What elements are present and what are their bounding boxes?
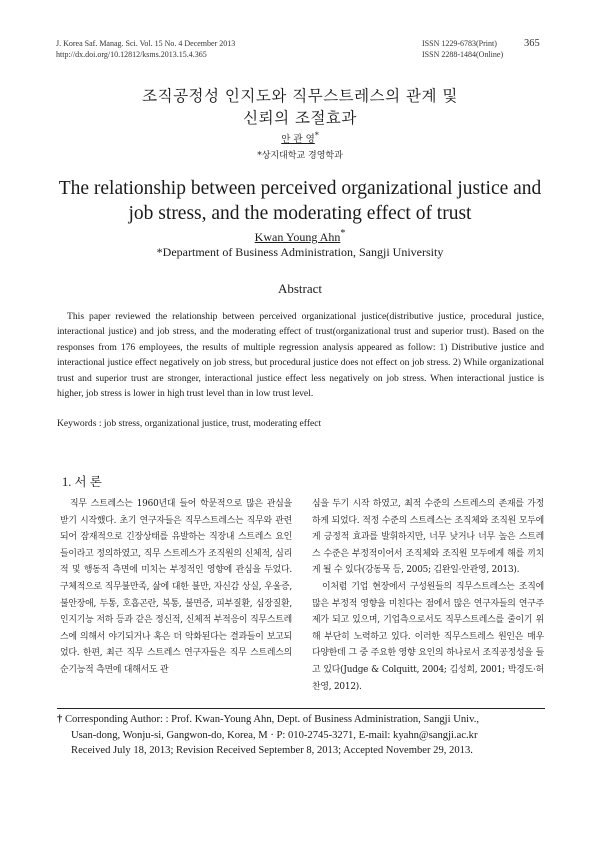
footnote-line3: Received July 18, 2013; Revision Received September 8, 2013; Accepted November 29, 2013. [71, 745, 473, 757]
section-heading: 1. 서 론 [62, 475, 102, 489]
footnote-line2: Usan-dong, Wonju-si, Gangwon-do, Korea, M · P: 010-2745-3271, E-mail: kyahn@sangji.ac.kr [71, 729, 478, 741]
dagger-mark: † [57, 714, 63, 725]
english-author-name: Kwan Young Ahn [254, 230, 341, 244]
footnote-divider [57, 708, 545, 709]
body-column-left: 직무 스트레스는 1960년대 들어 학문적으로 많은 관심을 받기 시작했다. 초기 연구자들은 직무스트레스는 직무와 관련되어 잠재적으로 긴장상태를 유발하는 직장내 스트레스 요인들이라고 정의하였고, 직무 스트레스가 조직원의 신체적, 심리적 및 행동적 측면에 미치는 부정적인 영향에 관심을 두었다. 구체적으로 직무불만족, 삶에 대한 불만, 자신감 상실, 우울증, 불안장애, 두통, 호흡곤란, 복통, 불면증, 피부질환, 심장질환, 인지기능 저하 등과 같은 정신적, 신체적 부적응이 직무스트레스에 의해서 야기되거나 혹은 더 악화된다는 결과들이 보고되었다. 한편, 최근 직무 스트레스 연구자들은 직무 스트레스의 순기능적 측면에 대해서도 관 [60, 499, 292, 675]
english-author [0, 228, 600, 245]
footnote-line1 [57, 712, 545, 728]
body-column-right [312, 496, 544, 695]
korean-affiliation: *상지대학교 경영학과 [257, 151, 343, 161]
issn-online: ISSN 2288-1484(Online) [422, 50, 504, 59]
keywords: Keywords : job stress, organizational justice, trust, moderating effect [57, 418, 322, 429]
english-title-line2: job stress, and the moderating effect of trust [128, 203, 472, 224]
abstract-text: This paper reviewed the relationship between perceived organizational justice(distributive justice, procedural justice, interactional justice) and job stress, and the moderating effect of trust(organizational trust and superior trust). Based on the responses from 176 employees, the results of multiple regression analysis appeared as follow: 1) Distributive justice and interactional justice effect negatively on job stress, but procedural justice does not effect on job stress. 2) While organizational trust and superior trust are stronger, interactional justice effect less negatively on job stress. When interactional justice is higher, job stress is lower in high trust level than in low trust level. [57, 311, 544, 400]
footnote [57, 712, 545, 759]
page-number: 365 [524, 38, 540, 49]
korean-author [0, 131, 600, 145]
doi-link[interactable]: http://dx.doi.org/10.12812/ksms.2013.15.4.365 [56, 50, 207, 59]
korean-author-name: 안 관 영 [281, 134, 315, 146]
korean-title-line2: 신뢰의 조절효과 [243, 109, 357, 127]
issn-print: ISSN 1229-6783(Print) [422, 39, 497, 48]
journal-citation: J. Korea Saf. Manag. Sci. Vol. 15 No. 4 December 2013 [56, 39, 236, 48]
english-author-mark: * [340, 228, 346, 239]
body-paragraph: 심을 두기 시작 하였고, 최적 수준의 스트레스의 존재를 가정하게 되었다. 적정 수준의 스트레스는 조직체와 조직원 모두에게 긍정적 효과를 발휘하지만, 너무 낮거나 너무 높은 스트레스 수준은 부정적이어서 조직체와 조직원 모두에게 해를 끼치게 될 수 있다(강동묵 등, 2005; 김완일·안관영, 2013). [312, 499, 544, 576]
korean-author-mark: * [314, 131, 319, 140]
english-affiliation: *Department of Business Administration, Sangji University [156, 245, 444, 259]
body-paragraph: 이처럼 기업 현장에서 구성원들의 직무스트레스는 조직에 많은 부정적 영향을 미친다는 점에서 많은 연구자들의 연구주제가 되고 있으며, 기업측으로서도 직무스트레스를 줄이기 위해 부단히 노력하고 있다. 이러한 직무스트레스 원인은 매우 다양한데 그 중 주요한 영향 요인의 하나로서 조직공정성을 들고 있다(Judge & Colquitt, 2004; 김성희, 2001; 박경도·허찬영, 2012). [312, 581, 544, 692]
english-title-line1: The relationship between perceived organizational justice and [58, 178, 542, 199]
footnote-author-text: Corresponding Author: : Prof. Kwan-Young Ahn, Dept. of Business Administration, Sangji Univ., [64, 714, 479, 725]
korean-title-line1: 조직공정성 인지도와 직무스트레스의 관계 및 [142, 87, 458, 105]
header-citation [56, 38, 235, 60]
header-issn [422, 38, 503, 60]
abstract-heading: Abstract [277, 281, 323, 296]
